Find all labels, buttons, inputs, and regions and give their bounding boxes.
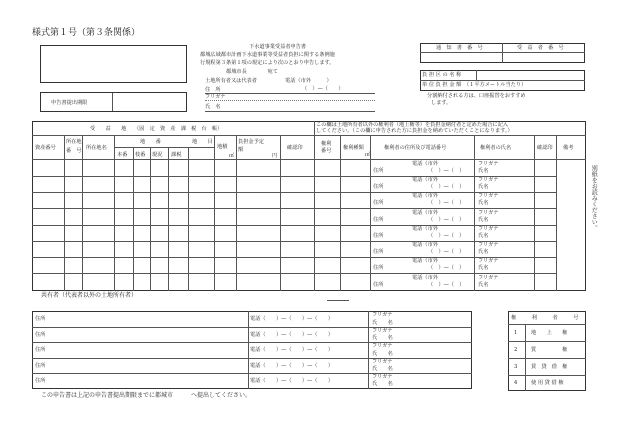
zone-name-label: 負 担 区 の 名 称 — [422, 72, 462, 78]
footer-note: この申告書は上記の申告書提出期限までに都城市 へ提出してください。 — [41, 392, 252, 399]
declaration-body-2: 行規程第３条第１項の規定により次のとおり申告します。 — [200, 60, 335, 66]
col-right-sqm: ㎡ — [365, 152, 371, 158]
row-furigana: フリガナ — [478, 275, 499, 281]
col-kakunin: 確認印 — [287, 145, 303, 151]
right-no: 3 — [514, 364, 518, 370]
co-address[interactable]: 住所 — [35, 316, 46, 322]
row-address[interactable]: 住所 — [373, 265, 384, 271]
co-name[interactable]: 氏 名 — [372, 335, 393, 341]
rights-header: 権 利 者 号 — [511, 315, 579, 321]
col-chimoku: 地 目 — [192, 139, 213, 145]
row-furigana: フリガナ — [478, 177, 499, 183]
row-furigana: フリガナ — [478, 258, 499, 264]
co-furigana: フリガナ — [372, 328, 393, 334]
row-phone[interactable]: 電話（市外 — [412, 210, 438, 216]
row-address[interactable]: 住所 — [373, 184, 384, 190]
phone-rest: （ ）—（ ） — [302, 86, 344, 92]
row-furigana: フリガナ — [478, 226, 499, 232]
divider-mark — [327, 300, 349, 301]
row-name[interactable]: 氏名 — [478, 184, 489, 190]
row-furigana: フリガナ — [478, 193, 499, 199]
co-address[interactable]: 住所 — [35, 347, 46, 353]
declaration-title: 下水道事業受益者申告書 — [249, 44, 307, 50]
address-field[interactable]: 住 所 — [205, 87, 221, 93]
co-name[interactable]: 氏 名 — [372, 351, 393, 357]
row-address[interactable]: 住所 — [373, 200, 384, 206]
col-remark: 備考 — [563, 145, 574, 151]
phone-field[interactable]: 電話（市外 ） — [285, 78, 332, 84]
col-right-name: 権利者の氏名 — [480, 145, 512, 151]
col-area-unit: ㎡ — [229, 153, 235, 159]
row-phone-2: （ ）—（ ） — [428, 200, 465, 206]
co-address[interactable]: 住所 — [35, 363, 46, 369]
row-phone-2: （ ）—（ ） — [428, 168, 465, 174]
row-furigana: フリガナ — [478, 161, 499, 167]
recipient: 都城市長 宛て — [226, 69, 278, 75]
note-line-2: してください。（この欄に申告された方に負担金を納めていただくことになります。） — [316, 128, 513, 134]
right-no: 4 — [514, 380, 518, 386]
row-phone-2: （ ）—（ ） — [428, 217, 465, 223]
co-address[interactable]: 住所 — [35, 378, 46, 384]
col-fare-yen: 円 — [272, 153, 278, 159]
notice-number-label: 通 知 書 番 号 — [436, 45, 483, 51]
co-phone[interactable]: 電話（ ）—（ ）—（ ） — [250, 363, 334, 369]
col-right-no-2: 番号 — [321, 148, 332, 154]
row-name[interactable]: 氏名 — [478, 168, 489, 174]
co-furigana: フリガナ — [372, 343, 393, 349]
right-type: 賃 貸 借 権 — [531, 364, 568, 370]
row-name[interactable]: 氏名 — [478, 233, 489, 239]
right-type: 質 権 — [531, 347, 568, 353]
right-no: 1 — [514, 330, 518, 336]
col-check: 確認印 — [537, 145, 553, 151]
co-phone[interactable]: 電話（ ）—（ ）—（ ） — [250, 378, 334, 384]
date-label: 申告書提出期限 — [51, 100, 88, 106]
co-owner-label: 共有者（代表者以外の土地所有者） — [41, 292, 138, 299]
row-address[interactable]: 住所 — [373, 233, 384, 239]
note-line: この欄は土地所有者以外の権利者（地上権等）を負担金納付者と定めた場合に記入 — [316, 122, 508, 128]
right-type: 使 用 貸 借 権 — [531, 380, 564, 386]
col-chiban: 地 番 — [140, 139, 161, 145]
co-name[interactable]: 氏 名 — [372, 320, 393, 326]
row-address[interactable]: 住所 — [373, 217, 384, 223]
co-furigana: フリガナ — [372, 312, 393, 318]
row-phone[interactable]: 電話（市外 — [412, 258, 438, 264]
co-furigana: フリガナ — [372, 374, 393, 380]
section-title: 受 益 地 （固 定 資 産 課 税 台 帳） — [90, 126, 223, 132]
row-name[interactable]: 氏名 — [478, 217, 489, 223]
col-right-addr: 権利者の住所及び電話番号 — [384, 145, 447, 151]
row-furigana: フリガナ — [478, 242, 499, 248]
col-location-no: 所在地 — [66, 139, 82, 145]
payment-note-2: します。 — [431, 100, 452, 106]
form-title: 様式第１号（第３条関係） — [32, 28, 141, 38]
col-tax-number: 資産番号 — [35, 145, 56, 151]
row-phone-2: （ ）—（ ） — [428, 233, 465, 239]
unit-amount-label: 単 位 負 担 金 額 （１平方メートル当たり） — [422, 82, 527, 88]
col-hon: 本番 — [117, 152, 128, 158]
row-phone-2: （ ）—（ ） — [428, 249, 465, 255]
right-no: 2 — [514, 347, 518, 353]
right-type: 地 上 権 — [531, 330, 568, 336]
row-furigana: フリガナ — [478, 210, 499, 216]
address-box — [40, 45, 187, 83]
col-fare-unit: 額 — [238, 147, 244, 153]
co-phone[interactable]: 電話（ ）—（ ）—（ ） — [250, 347, 334, 353]
row-phone[interactable]: 電話（市外 — [412, 226, 438, 232]
row-name[interactable]: 氏名 — [478, 265, 489, 271]
row-address[interactable]: 住所 — [373, 249, 384, 255]
col-fare: 負担金予定 — [238, 139, 264, 145]
col-eda: 枝番 — [135, 152, 146, 158]
owner-label: 土地所有者又は代表者 — [205, 78, 257, 84]
side-note: 別紙をお読みください。 — [590, 165, 598, 231]
co-phone[interactable]: 電話（ ）—（ ）—（ ） — [250, 332, 334, 338]
row-address[interactable]: 住所 — [373, 282, 384, 288]
row-phone[interactable]: 電話（市外 — [412, 275, 438, 281]
col-right-no: 権利 — [321, 141, 332, 147]
beneficiary-number-label: 受 益 者 番 号 — [517, 45, 564, 51]
declaration-body: 都城広域都市計画下水道事業等受益者負担に関する条例施 — [200, 52, 335, 58]
col-location-name: 所在地名 — [86, 145, 107, 151]
co-name[interactable]: 氏 名 — [372, 381, 393, 387]
co-name[interactable]: 氏 名 — [372, 366, 393, 372]
col-area: 地積 — [217, 144, 228, 150]
payment-note: 分割納付される方は、口座振替をおすすめ — [427, 93, 526, 99]
row-phone[interactable]: 電話（市外 — [412, 193, 438, 199]
co-address[interactable]: 住所 — [35, 332, 46, 338]
row-name[interactable]: 氏名 — [478, 200, 489, 206]
row-phone-2: （ ）—（ ） — [428, 282, 465, 288]
col-kazei: 課税 — [171, 152, 182, 158]
co-furigana: フリガナ — [372, 359, 393, 365]
col-location-no-2: 番 号 — [66, 148, 82, 154]
furigana-label: フリガナ — [205, 94, 226, 100]
row-phone-2: （ ）—（ ） — [428, 265, 465, 271]
row-phone-2: （ ）—（ ） — [428, 184, 465, 190]
col-right-type: 権利種類 — [343, 145, 364, 151]
co-phone[interactable]: 電話（ ）—（ ）—（ ） — [250, 316, 334, 322]
row-name[interactable]: 氏名 — [478, 249, 489, 255]
name-field[interactable]: 氏 名 — [205, 104, 221, 110]
row-phone[interactable]: 電話（市外 — [412, 161, 438, 167]
row-address[interactable]: 住所 — [373, 168, 384, 174]
row-phone[interactable]: 電話（市外 — [412, 177, 438, 183]
row-name[interactable]: 氏名 — [478, 282, 489, 288]
row-phone[interactable]: 電話（市外 — [412, 242, 438, 248]
col-genkyo: 現況 — [152, 152, 163, 158]
